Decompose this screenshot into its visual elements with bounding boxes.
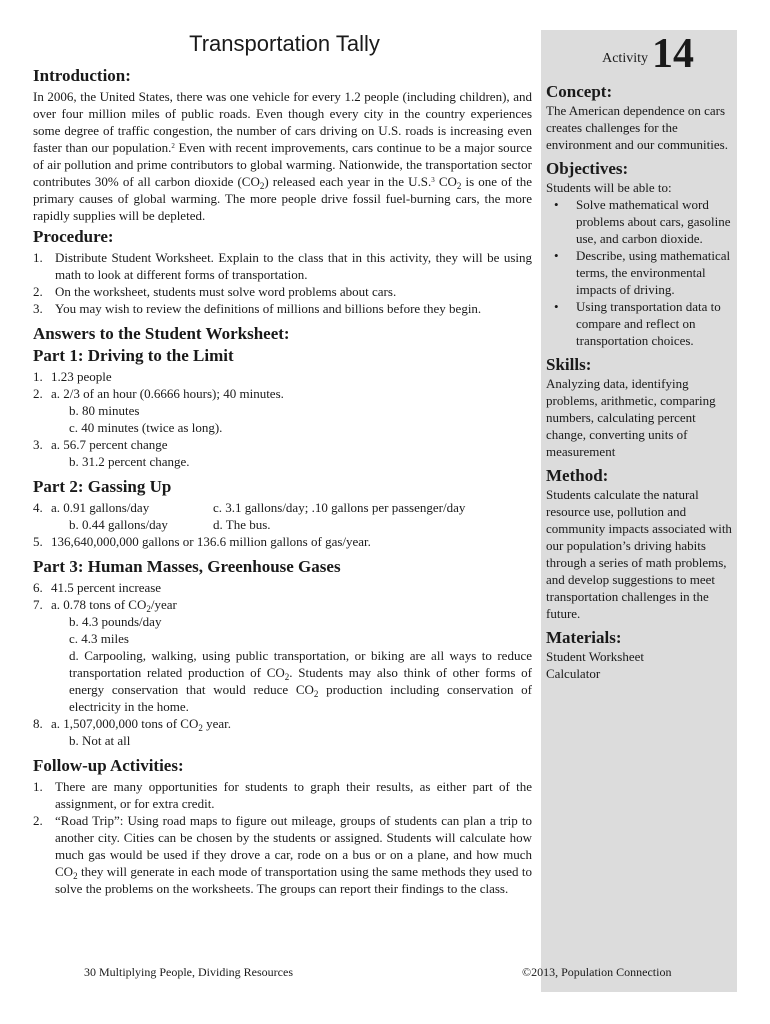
subscript: 2 bbox=[198, 723, 203, 733]
footnote-ref: 2 bbox=[171, 142, 175, 150]
answer-text: /year bbox=[150, 597, 177, 612]
answer-text: a. 0.78 tons of CO bbox=[51, 597, 147, 612]
introduction-heading: Introduction: bbox=[33, 66, 131, 85]
list-item bbox=[33, 283, 532, 300]
item-text: On the worksheet, students must solve word problems about cars. bbox=[55, 284, 397, 299]
item-number: 3. bbox=[33, 437, 43, 452]
concept-text: The American dependence on cars creates challenges for the environment and our communities. bbox=[546, 103, 728, 152]
intro-seg: Even with recent improvements, cars continue to be a major source of air pollution and prime contributors to global warming. Nationwide, the transportation sector contributes 30% of all carbon dioxide (CO bbox=[33, 140, 533, 189]
activity-label: Activity bbox=[602, 51, 648, 66]
procedure-heading: Procedure: bbox=[33, 227, 114, 246]
answer-text: year. bbox=[202, 716, 231, 731]
item-text: Distribute Student Worksheet. Explain to the class that in this activity, they will be using math to look at different forms of transportation. bbox=[55, 250, 532, 282]
concept-heading: Concept: bbox=[546, 82, 613, 101]
answer-subitem: b. 4.3 pounds/day bbox=[69, 614, 162, 629]
intro-seg: ) released each year in the U.S. bbox=[264, 174, 432, 189]
part1-answers bbox=[33, 368, 532, 470]
answer-row bbox=[51, 516, 532, 533]
objective-item bbox=[546, 247, 736, 298]
footer-left: 30 Multiplying People, Dividing Resources bbox=[84, 965, 293, 979]
intro-seg: In 2006, the United States, there was one vehicle for every 1.2 people (including children), and over four million miles of public roads. Even though every city in the country experiences some degree of traffic congestion, the number of cars driving on U.S. roads is increasing even faster than our population. bbox=[33, 89, 532, 155]
subscript: 2 bbox=[146, 604, 151, 614]
footnote-ref: 3 bbox=[431, 176, 435, 184]
answer-item bbox=[33, 368, 532, 385]
followup-list bbox=[33, 778, 532, 897]
answer-text: b. 0.44 gallons/day bbox=[69, 517, 168, 532]
item-number: 1. bbox=[33, 369, 43, 384]
introduction-text bbox=[33, 88, 532, 224]
skills-text: Analyzing data, identifying problems, arithmetic, comparing numbers, calculating percent change, converting units of measurement bbox=[546, 376, 716, 459]
objective-item bbox=[546, 196, 736, 247]
part1-heading: Part 1: Driving to the Limit bbox=[33, 346, 234, 365]
item-number: 3. bbox=[33, 301, 43, 316]
answer-item bbox=[33, 715, 532, 749]
item-number: 5. bbox=[33, 534, 43, 549]
answer-item bbox=[33, 533, 532, 550]
objective-text: Using transportation data to compare and reflect on transportation choices. bbox=[576, 299, 721, 348]
item-number: 1. bbox=[33, 779, 43, 794]
answer-text: d. Carpooling, walking, using public transportation, or biking are all ways to reduce transportation related production of CO bbox=[69, 648, 532, 680]
list-item bbox=[33, 249, 532, 283]
objectives-heading: Objectives: bbox=[546, 159, 629, 178]
answer-subitem bbox=[51, 647, 532, 715]
answer-subitem: b. 31.2 percent change. bbox=[69, 454, 190, 469]
list-item bbox=[33, 778, 532, 812]
subscript: 2 bbox=[259, 181, 265, 191]
procedure-list bbox=[33, 249, 532, 317]
subscript: 2 bbox=[313, 689, 319, 699]
answer-text: a. 2/3 of an hour (0.6666 hours); 40 minutes. bbox=[51, 386, 284, 401]
page-title: Transportation Tally bbox=[189, 31, 380, 56]
answer-text: a. 0.91 gallons/day bbox=[51, 500, 150, 515]
subscript: 2 bbox=[456, 181, 462, 191]
item-number: 6. bbox=[33, 580, 43, 595]
main-column bbox=[33, 30, 532, 897]
item-number: 4. bbox=[33, 500, 43, 515]
material-item: Student Worksheet bbox=[546, 649, 645, 664]
list-item bbox=[33, 812, 532, 897]
activity-number: 14 bbox=[652, 31, 694, 77]
item-number: 2. bbox=[33, 284, 43, 299]
item-text: There are many opportunities for students to graph their results, as either part of the assignment, or for extra credit. bbox=[55, 779, 532, 811]
answer-subitem: c. 4.3 miles bbox=[69, 631, 129, 646]
method-heading: Method: bbox=[546, 466, 609, 485]
answer-text: a. 1,507,000,000 tons of CO bbox=[51, 716, 199, 731]
list-item bbox=[33, 300, 532, 317]
activity-badge bbox=[546, 30, 736, 76]
answer-item bbox=[33, 436, 532, 470]
item-number: 8. bbox=[33, 716, 43, 731]
answer-item bbox=[33, 596, 532, 715]
answer-text: production including conservation of electricity in the home. bbox=[69, 682, 533, 714]
bullet-icon: • bbox=[554, 248, 559, 263]
footer-right: ©2013, Population Connection bbox=[522, 965, 672, 979]
intro-seg: is one of the primary causes of global warming. The more people drive fossil fuel-burning cars, the more rapidly supplies will be depleted. bbox=[33, 174, 532, 223]
item-number: 2. bbox=[33, 813, 43, 828]
objective-item bbox=[546, 298, 736, 349]
part3-heading: Part 3: Human Masses, Greenhouse Gases bbox=[33, 557, 341, 576]
answer-row bbox=[51, 499, 532, 516]
objectives-intro: Students will be able to: bbox=[546, 180, 672, 195]
answer-item bbox=[33, 385, 532, 436]
answer-subitem: b. 80 minutes bbox=[69, 403, 140, 418]
bullet-icon: • bbox=[554, 299, 559, 314]
answer-item bbox=[33, 499, 532, 533]
item-number: 2. bbox=[33, 386, 43, 401]
objective-text: Describe, using mathematical terms, the environmental impacts of driving. bbox=[576, 248, 731, 297]
answer-text: 1.23 people bbox=[51, 369, 112, 384]
item-text: You may wish to review the definitions of millions and billions before they begin. bbox=[55, 301, 482, 316]
sidebar bbox=[546, 30, 736, 682]
part2-heading: Part 2: Gassing Up bbox=[33, 477, 172, 496]
part3-answers bbox=[33, 579, 532, 749]
answer-subitem: c. 40 minutes (twice as long). bbox=[69, 420, 223, 435]
answer-text: 41.5 percent increase bbox=[51, 580, 162, 595]
item-number: 1. bbox=[33, 250, 43, 265]
skills-heading: Skills: bbox=[546, 355, 592, 374]
bullet-icon: • bbox=[554, 197, 559, 212]
answers-heading: Answers to the Student Worksheet: bbox=[33, 324, 290, 343]
item-text: they will generate in each mode of transportation using the same methods they used to solve the problems on the worksheets. The groups can report their findings to the class. bbox=[55, 864, 532, 896]
intro-seg: CO bbox=[434, 174, 457, 189]
materials-heading: Materials: bbox=[546, 628, 622, 647]
objectives-list bbox=[546, 196, 736, 349]
objective-text: Solve mathematical word problems about cars, gasoline use, and carbon dioxide. bbox=[576, 197, 731, 246]
subscript: 2 bbox=[73, 871, 78, 881]
answer-text: 136,640,000,000 gallons or 136.6 million gallons of gas/year. bbox=[51, 534, 371, 549]
answer-text: d. The bus. bbox=[213, 517, 271, 532]
answer-item bbox=[33, 579, 532, 596]
subscript: 2 bbox=[284, 672, 290, 682]
item-text: “Road Trip”: Using road maps to figure out mileage, groups of students can plan a trip to another city. Cities can be chosen by the students or assigned. Students will calculate how much gas would be used if they drove a car, rode on a bus or on a plane, and how much CO bbox=[55, 813, 532, 879]
part2-answers bbox=[33, 499, 532, 550]
answer-subitem: b. Not at all bbox=[69, 733, 131, 748]
item-number: 7. bbox=[33, 597, 43, 612]
method-text: Students calculate the natural resource use, pollution and community impacts associated with our population’s driving habits through a series of math problems, and develop suggestions to meet transportation challenges in the future. bbox=[546, 487, 732, 621]
material-item: Calculator bbox=[546, 666, 601, 681]
answer-text: c. 3.1 gallons/day; .10 gallons per passenger/day bbox=[213, 500, 466, 515]
answer-text: a. 56.7 percent change bbox=[51, 437, 168, 452]
answer-text: . Students may also think of other forms of energy conservation that would reduce CO bbox=[69, 665, 533, 697]
followup-heading: Follow-up Activities: bbox=[33, 756, 184, 775]
